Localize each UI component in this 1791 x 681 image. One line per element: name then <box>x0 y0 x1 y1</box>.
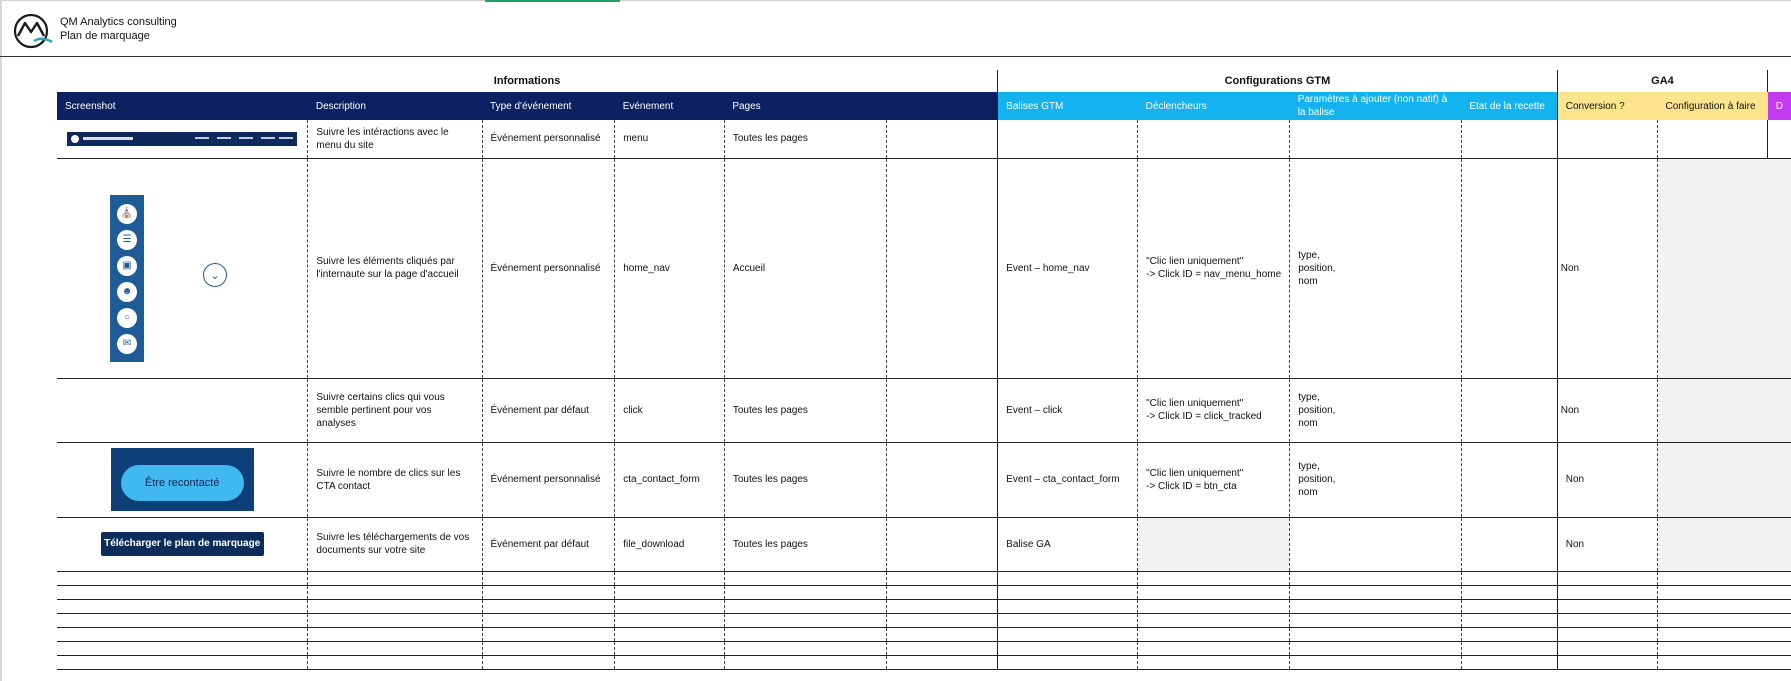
bank-icon: ⛪ <box>117 204 137 224</box>
col-config[interactable]: Configuration à faire <box>1657 92 1767 120</box>
group-header-row <box>57 70 1791 92</box>
recette-cell[interactable] <box>1461 442 1557 517</box>
group-gtm: Configurations GTM <box>998 70 1558 92</box>
type-cell[interactable]: Événement personnalisé <box>482 442 615 517</box>
active-tab-indicator <box>485 0 620 2</box>
cta-recontact-button: Être recontacté <box>121 465 244 501</box>
param-line-3: nom <box>1298 487 1318 498</box>
param-line-1: type, <box>1298 391 1320 403</box>
col-balises[interactable]: Balises GTM <box>998 92 1138 120</box>
chat-icon: ○ <box>117 308 137 328</box>
group-informations: Informations <box>493 74 561 87</box>
description-cell[interactable]: Suivre les intéractions avec le menu du site <box>308 120 482 158</box>
conversion-cell[interactable]: Non <box>1557 442 1657 517</box>
declencheur-cell[interactable] <box>1138 120 1290 158</box>
group-next <box>1768 70 1791 92</box>
empty-row <box>57 585 1791 599</box>
blank-cell[interactable] <box>887 517 998 571</box>
partial-cell[interactable] <box>1768 517 1791 571</box>
config-cell[interactable] <box>1657 378 1767 442</box>
header-divider <box>0 56 1791 57</box>
col-declencheurs[interactable]: Déclencheurs <box>1138 92 1290 120</box>
declencheur-cell[interactable] <box>1138 442 1290 517</box>
document-subtitle: Plan de marquage <box>60 30 150 42</box>
param-line-1: type, <box>1298 249 1320 261</box>
parametres-cell[interactable] <box>1290 442 1462 517</box>
event-cell[interactable]: menu <box>615 120 725 158</box>
mail-icon: ✉ <box>117 334 137 354</box>
list-icon: ☰ <box>117 230 137 250</box>
download-plan-button: Télécharger le plan de marquage <box>101 532 264 556</box>
event-cell[interactable]: file_download <box>615 517 725 571</box>
conversion-cell[interactable]: Non <box>1557 378 1657 442</box>
pages-cell[interactable]: Toutes les pages <box>724 442 886 517</box>
nav-strip <box>110 195 144 362</box>
event-cell[interactable]: click <box>615 378 725 442</box>
config-cell[interactable] <box>1657 517 1767 571</box>
home-nav-screenshot-thumbnail <box>65 168 299 368</box>
col-screenshot[interactable]: Screenshot <box>57 92 308 120</box>
pages-cell[interactable]: Toutes les pages <box>724 378 886 442</box>
balise-cell[interactable]: Balise GA <box>998 517 1138 571</box>
table-row <box>57 517 1791 571</box>
declencheur-line-2: -> Click ID = btn_cta <box>1146 480 1237 492</box>
partial-cell[interactable] <box>1768 378 1791 442</box>
declencheur-line-1: "Clic lien uniquement" <box>1146 256 1244 267</box>
pages-cell[interactable]: Toutes les pages <box>724 120 886 158</box>
parametres-cell[interactable] <box>1290 517 1462 571</box>
recette-cell[interactable] <box>1461 378 1557 442</box>
pages-cell[interactable]: Toutes les pages <box>724 517 886 571</box>
event-cell[interactable]: cta_contact_form <box>615 442 725 517</box>
table-row <box>57 378 1791 442</box>
description-cell[interactable]: Suivre le nombre de clics sur les CTA contact <box>308 442 482 517</box>
param-line-2: position, <box>1298 404 1336 416</box>
col-type[interactable]: Type d'événement <box>482 92 615 120</box>
qm-logo-icon <box>12 12 54 50</box>
empty-row <box>57 641 1791 655</box>
declencheur-line-1: "Clic lien uniquement" <box>1146 398 1244 409</box>
menu-screenshot-thumbnail <box>67 132 297 146</box>
balise-cell[interactable]: Event – click <box>998 378 1138 442</box>
table-row <box>57 442 1791 517</box>
screenshot-cell[interactable] <box>57 120 308 158</box>
declencheur-line-1: "Clic lien uniquement" <box>1146 467 1244 479</box>
type-cell[interactable]: Événement par défaut <box>482 517 615 571</box>
parametres-cell[interactable] <box>1290 120 1462 158</box>
col-event[interactable]: Evénement <box>615 92 725 120</box>
briefcase-icon: ▣ <box>117 256 137 276</box>
cta-screenshot-thumbnail <box>111 448 254 511</box>
table-row <box>57 158 1791 378</box>
col-recette[interactable]: Etat de la recette <box>1461 92 1557 120</box>
col-pages[interactable]: Pages <box>724 92 886 120</box>
chevron-double-down-icon: ⌄ <box>203 263 227 287</box>
sheet-top-border <box>0 0 1791 1</box>
blank-cell[interactable] <box>887 378 998 442</box>
screenshot-cell[interactable] <box>57 158 308 378</box>
empty-row <box>57 613 1791 627</box>
param-line-3: nom <box>1298 417 1318 429</box>
blank-cell[interactable] <box>887 442 998 517</box>
recette-cell[interactable] <box>1461 120 1557 158</box>
parametres-cell[interactable] <box>1290 378 1462 442</box>
type-cell[interactable]: Événement personnalisé <box>482 158 615 378</box>
declencheur-cell[interactable] <box>1138 378 1290 442</box>
table-row <box>57 120 1791 158</box>
declencheur-line-2: -> Click ID = nav_menu_home <box>1146 269 1282 280</box>
conversion-cell[interactable]: Non <box>1557 517 1657 571</box>
partial-cell[interactable] <box>1768 442 1791 517</box>
parametres-cell[interactable] <box>1290 158 1462 378</box>
col-description[interactable]: Description <box>308 92 482 120</box>
group-ga4: GA4 <box>1557 70 1767 92</box>
col-parametres[interactable]: Paramètres à ajouter (non natif) à la balise <box>1290 92 1462 120</box>
sheet-left-border <box>0 0 2 681</box>
type-cell[interactable]: Événement personnalisé <box>482 120 615 158</box>
conversion-cell[interactable]: Non <box>1557 158 1657 378</box>
user-icon: ☻ <box>117 282 137 302</box>
conversion-cell[interactable] <box>1557 120 1657 158</box>
partial-cell[interactable] <box>1768 158 1791 378</box>
type-cell[interactable]: Événement par défaut <box>482 378 615 442</box>
param-line-2: position, <box>1298 262 1336 274</box>
declencheur-cell[interactable] <box>1138 158 1290 378</box>
col-conversion[interactable]: Conversion ? <box>1557 92 1657 120</box>
screenshot-cell[interactable] <box>57 378 308 442</box>
balise-cell[interactable]: Event – home_nav <box>998 158 1138 378</box>
empty-row <box>57 655 1791 669</box>
description-cell[interactable]: Suivre les éléments cliqués par l'internaute sur la page d'accueil <box>308 158 482 378</box>
param-line-1: type, <box>1298 461 1320 472</box>
event-cell[interactable]: home_nav <box>615 158 725 378</box>
balise-cell[interactable] <box>998 120 1138 158</box>
screenshot-cell[interactable] <box>57 442 308 517</box>
description-cell[interactable]: Suivre les téléchargements de vos documents sur votre site <box>308 517 482 571</box>
config-cell[interactable] <box>1657 158 1767 378</box>
config-cell[interactable] <box>1657 442 1767 517</box>
blank-cell[interactable] <box>887 120 998 158</box>
blank-cell[interactable] <box>887 158 998 378</box>
description-cell[interactable]: Suivre certains clics qui vous semble pertinent pour vos analyses <box>308 378 482 442</box>
balise-cell[interactable]: Event – cta_contact_form <box>998 442 1138 517</box>
tracking-plan-table <box>57 70 1791 670</box>
declencheur-cell[interactable] <box>1138 517 1290 571</box>
col-blank[interactable] <box>887 92 998 120</box>
company-name: QM Analytics consulting <box>60 16 177 28</box>
empty-row <box>57 599 1791 613</box>
column-header-row <box>57 92 1791 120</box>
recette-cell[interactable] <box>1461 158 1557 378</box>
param-line-2: position, <box>1298 474 1336 485</box>
param-line-3: nom <box>1298 275 1318 287</box>
declencheur-line-2: -> Click ID = click_tracked <box>1146 411 1262 422</box>
recette-cell[interactable] <box>1461 517 1557 571</box>
empty-row <box>57 627 1791 641</box>
partial-cell[interactable] <box>1768 120 1791 158</box>
screenshot-cell[interactable] <box>57 517 308 571</box>
pages-cell[interactable]: Accueil <box>724 158 886 378</box>
empty-row <box>57 571 1791 585</box>
col-partial[interactable]: D <box>1768 92 1791 120</box>
config-cell[interactable] <box>1657 120 1767 158</box>
